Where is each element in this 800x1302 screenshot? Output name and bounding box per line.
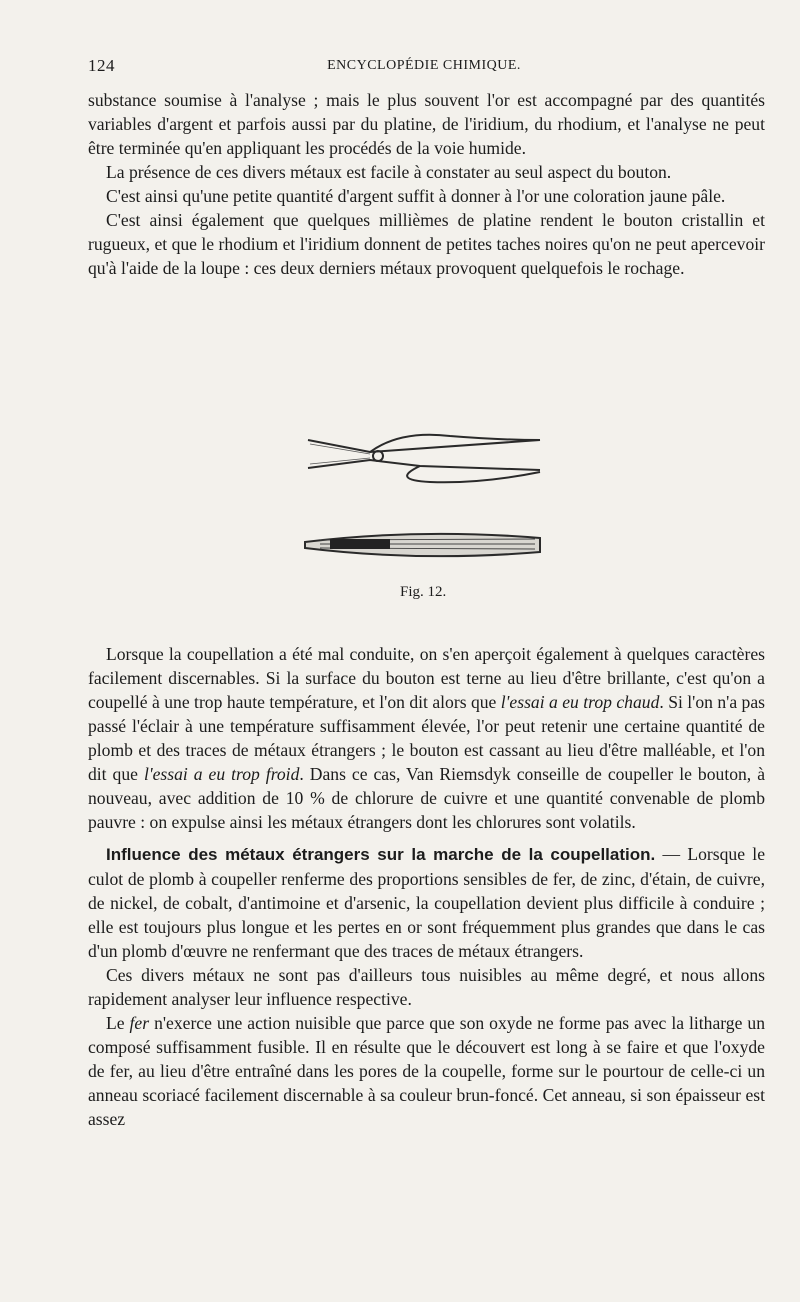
figure-12-tongs — [300, 430, 550, 570]
paragraph: C'est ainsi également que quelques millièmes de platine rendent le bouton cristallin et rugueux, et que le rhodium et l'iridium donnent de petites taches noires qu'on ne peut apercevoir qu'à l'aide de la loupe : ces deux derniers métaux provoquent quelquefois le rochage. — [88, 210, 765, 278]
paragraph: substance soumise à l'analyse ; mais le plus souvent l'or est accompagné par des quantités variables d'argent et parfois aussi par du platine, de l'iridium, du rhodium, et l'analyse ne peut être terminée qu'en appliquant les procédés de la voie humide. — [88, 90, 765, 158]
text-run: — Lorsque le culot de plomb à coupeller renferme des proportions sensibles de fer, de zinc, d'étain, de cuivre, de nickel, de cobalt, d'antimoine et d'arsenic, la coupellation devient plus difficile à conduire ; elle est toujours plus longue et les pertes en or sont fréquemment plus grandes que dans le cas d'un plomb d'œuvre ne renfermant que des traces de métaux étrangers. — [88, 844, 766, 961]
italic-phrase: l'essai a eu trop froid — [143, 764, 300, 784]
paragraph — [88, 1011, 765, 1131]
figure-caption: Fig. 12. — [400, 584, 447, 600]
page-header — [88, 56, 760, 80]
text-run: Le — [106, 1013, 130, 1033]
paragraph — [88, 642, 765, 834]
paragraph: La présence de ces divers métaux est facile à constater au seul aspect du bouton. — [106, 162, 672, 182]
tongs-illustration — [300, 430, 550, 570]
section-heading: Influence des métaux étrangers sur la marche de la coupellation. — [106, 845, 656, 864]
page-number: 124 — [88, 56, 115, 75]
text-run: . Dans ce cas, Van Riemsdyk conseille de coupeller le bouton, à nouveau, avec addition de 10 % de chlorure de cuivre et une quantité convenable de plomb pauvre : on expulse ainsi les métaux étrangers dont les chlorures sont volatils. — [88, 764, 765, 832]
paragraph: Ces divers métaux ne sont pas d'ailleurs tous nuisibles au même degré, et nous allons rapidement analyser leur influence respective. — [88, 965, 765, 1009]
italic-word: fer — [129, 1013, 150, 1033]
text-block-top — [88, 88, 765, 280]
italic-phrase: l'essai a eu trop chaud — [500, 692, 660, 712]
text-run: . Si l'on n'a pas passé l'éclair à une température suffisamment élevée, l'or peut retenir une certaine quantité de plomb et des traces de métaux étrangers ; le bouton est cassant au lieu d'être malléable, et l'on dit que — [88, 692, 765, 784]
paragraph: C'est ainsi qu'une petite quantité d'argent suffit à donner à l'or une coloration jaune pâle. — [106, 186, 726, 206]
running-title: ENCYCLOPÉDIE CHIMIQUE. — [327, 58, 521, 73]
text-run: n'exerce une action nuisible que parce que son oxyde ne forme pas avec la litharge un composé suffisamment fusible. Il en résulte que le découvert est long à se faire et que l'oxyde de fer, au lieu d'être entraîné dans les pores de la coupelle, forme sur le pourtour de celle-ci un anneau scoriacé facilement discernable à sa couleur brun-foncé. Cet anneau, si son épaisseur est assez — [88, 1013, 765, 1129]
paragraph — [88, 842, 765, 963]
text-run: Lorsque la coupellation a été mal conduite, on s'en aperçoit également à quelques caractères facilement discernables. Si la surface du bouton est terne au lieu d'être brillante, c'est qu'on a coupellé à une trop haute température, et l'on dit alors que — [88, 644, 765, 712]
text-block-bottom — [88, 642, 765, 1131]
